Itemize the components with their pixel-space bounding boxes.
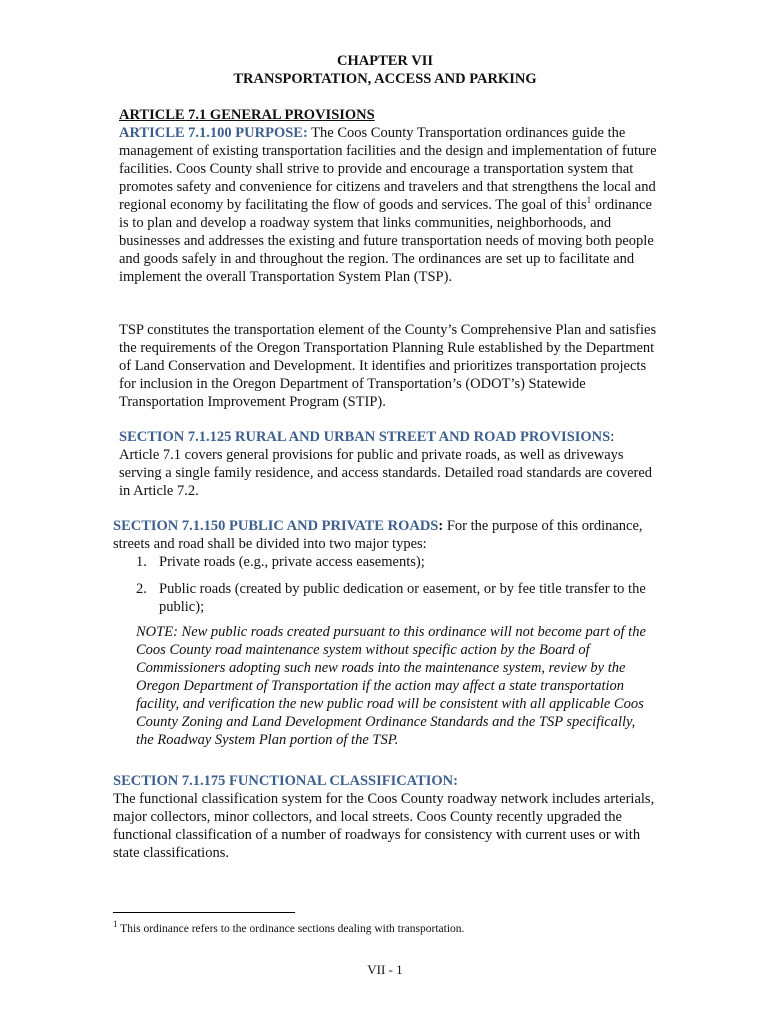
article-heading: ARTICLE 7.1 GENERAL PROVISIONS [119, 107, 375, 123]
section-125-colon: : [610, 429, 615, 445]
page-number: VII - 1 [367, 962, 403, 977]
purpose-heading: ARTICLE 7.1.100 PURPOSE: [119, 125, 308, 141]
purpose-text-a: The Coos County Transportation ordinances guide the management of existing transportation facilities and the design and implementation of future facilities. Coos County shall strive to provide and encourage a transportation system that promotes safety and convenience for citizens and travelers and that strengthens the local and regional economy by facilitating the flow of goods and services. The goal of this [119, 125, 657, 213]
section-150-note: NOTE: New public roads created pursuant to this ordinance will not become part of the Coos County road maintenance system without specific action by the Board of Commissioners adopting such new roads into the maintenance system, review by the Oregon Department of Transportation if the action may affect a state transportation facility, and verification the new public road will be consistent with all applicable Coos County Zoning and Land Development Ordinance Standards and the TSP specifically, the Roadway System Plan portion of the TSP. [136, 624, 646, 748]
list-item-text: Public roads (created by public dedication or easement, or by fee title transfer to the public); [159, 581, 646, 615]
chapter-title: TRANSPORTATION, ACCESS AND PARKING [233, 71, 537, 87]
section-125-heading: SECTION 7.1.125 RURAL AND URBAN STREET AND ROAD PROVISIONS [119, 429, 611, 445]
tsp-paragraph: TSP constitutes the transportation element of the County’s Comprehensive Plan and satisfies the requirements of the Oregon Transportation Planning Rule established by the Department of Land Conservation and Development. It identifies and prioritizes transportation projects for inclusion in the Oregon Department of Transportation’s (ODOT’s) Statewide Transportation Improvement Program (STIP). [119, 322, 657, 410]
section-150-text: For the purpose of this ordinance, streets and road shall be divided into two major types: [113, 518, 643, 552]
footnote-reference: 1 [586, 195, 592, 206]
list-item-number: 2. [136, 581, 147, 597]
section-125-text: Article 7.1 covers general provisions for public and private roads, as well as driveways serving a single family residence, and access standards. Detailed road standards are covered in Article 7.2. [119, 447, 653, 499]
chapter-number: CHAPTER VII [336, 53, 433, 69]
section-125 [119, 428, 659, 500]
purpose-paragraph [119, 106, 659, 286]
section-175 [113, 772, 661, 862]
footnote-number: 1 [113, 919, 118, 930]
section-150-colon: : [438, 518, 444, 534]
footnote [113, 919, 465, 936]
section-150 [113, 517, 661, 553]
list-item-number: 1. [136, 554, 147, 570]
section-150-heading: SECTION 7.1.150 PUBLIC AND PRIVATE ROADS [113, 518, 439, 534]
purpose-text-b: ordinance is to plan and develop a roadway system that links communities, neighborhoods, and businesses and addresses the existing and future transportation needs of moving both people and goods safely in and throughout the region. The ordinances are set up to facilitate and implement the overall Transportation System Plan (TSP). [119, 197, 654, 285]
footnote-text: This ordinance refers to the ordinance sections dealing with transportation. [117, 923, 465, 935]
section-175-heading: SECTION 7.1.175 FUNCTIONAL CLASSIFICATION: [113, 773, 458, 789]
footnote-divider [113, 912, 295, 913]
section-175-text: The functional classification system for the Coos County roadway network includes arterials, major collectors, minor collectors, and local streets. Coos County recently upgraded the functional classification of a number of roadways for consistency with current uses or with state classifications. [113, 791, 655, 861]
list-item-text: Private roads (e.g., private access easements); [159, 554, 425, 570]
